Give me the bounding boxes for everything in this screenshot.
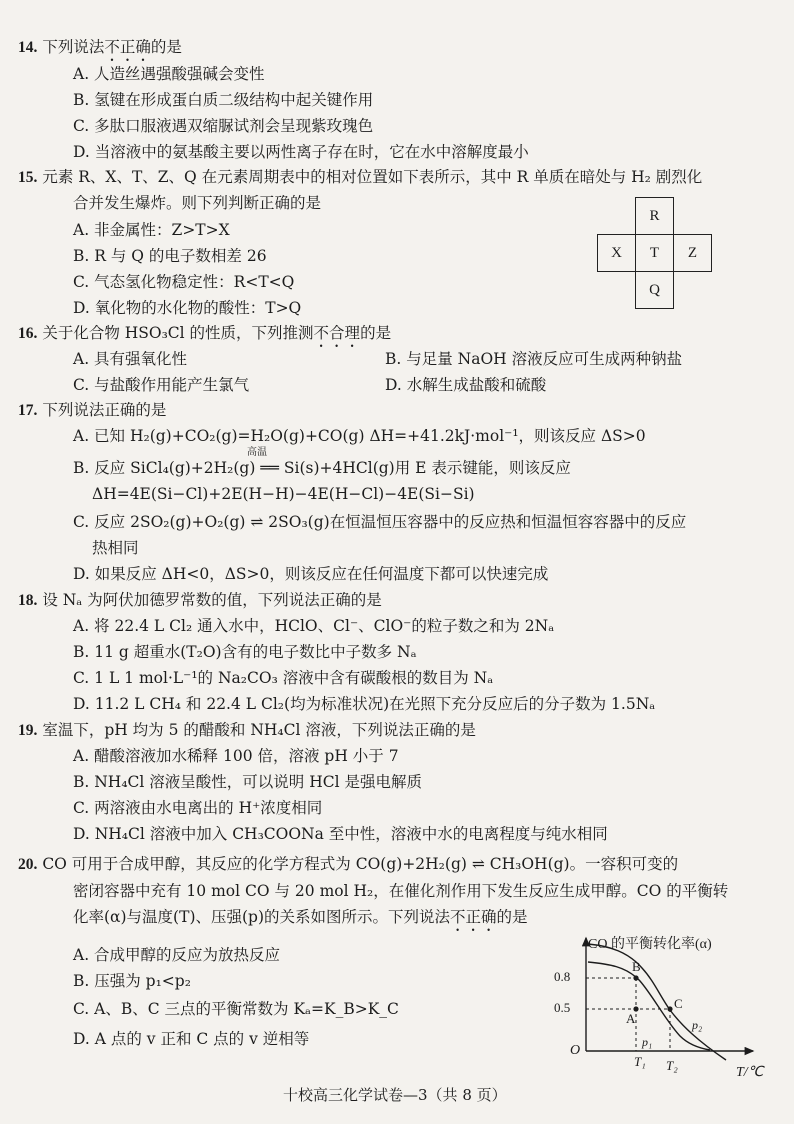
cell-r: R [636,198,674,235]
reaction-condition: 高温 [247,447,267,458]
cell-q: Q [636,272,674,309]
q18-option-b: B. 11 g 超重水(T₂O)含有的电子数比中子数多 Nₐ [73,643,417,661]
q20-option-d: D. A 点的 v 正和 C 点的 v 逆相等 [73,1030,310,1048]
q19-option-d: D. NH₄Cl 溶液中加入 CH₃COONa 至中性，溶液中水的电离程度与纯水相同 [73,825,608,843]
question-20-stem-cont: 密闭容器中充有 10 mol CO 与 20 mol H₂，在催化剂作用下发生反应生成甲醇。CO 的平衡转 [73,882,729,900]
q19-option-b: B. NH₄Cl 溶液呈酸性，可以说明 HCl 是强电解质 [73,773,422,791]
q18-option-c: C. 1 L 1 mol·L⁻¹的 Na₂CO₃ 溶液中含有碳酸根的数目为 Nₐ [73,669,494,687]
q20-option-c: C. A、B、C 三点的平衡常数为 Kₐ=K_B>K_C [73,1000,399,1018]
question-14-stem: 14. 下列说法不正确的是 [18,38,182,56]
q17-option-d: D. 如果反应 ΔH<0，ΔS>0，则该反应在任何温度下都可以快速完成 [73,565,549,583]
q18-option-a: A. 将 22.4 L Cl₂ 通入水中，HClO、Cl⁻、ClO⁻的粒子数之和为 2Nₐ [73,617,555,635]
question-16-stem: 16. 关于化合物 HSO₃Cl 的性质，下列推测不合理的是 [18,324,392,342]
question-17-stem: 17. 下列说法正确的是 [18,401,167,419]
q17-option-c-cont: 热相同 [92,539,139,557]
q17-option-b: B. 反应 SiCl₄(g)+2H₂(g) ══ Si(s)+4HCl(g)用 E 表示键能，则该反应 [73,459,571,477]
origin-label: O [570,1043,581,1058]
cell-t: T [636,235,674,272]
point-b [633,975,638,980]
q16-option-b: B. 与足量 NaOH 溶液反应可生成两种钠盐 [385,350,683,368]
q16-option-d: D. 水解生成盐酸和硫酸 [385,376,547,394]
curve-p2 [588,944,726,1060]
question-18-stem: 18. 设 Nₐ 为阿伏加德罗常数的值，下列说法正确的是 [18,591,382,609]
q15-option-c: C. 气态氢化物稳定性：R<T<Q [73,273,295,291]
cell-x: X [598,235,636,272]
q20-option-a: A. 合成甲醇的反应为放热反应 [73,946,281,964]
q17-option-b-cont: ΔH=4E(Si−Cl)+2E(H−H)−4E(H−Cl)−4E(Si−Si) [92,485,475,503]
question-15-stem: 15. 元素 R、X、T、Z、Q 在元素周期表中的相对位置如下表所示，其中 R 单质在暗处与 H₂ 剧烈化 [18,168,703,186]
q14-option-b: B. 氢键在形成蛋白质二级结构中起关键作用 [73,91,374,109]
label-a: A [626,1011,636,1026]
y-axis-label: CO 的平衡转化率(α) [588,937,712,952]
q14-option-d: D. 当溶液中的氨基酸主要以两性离子存在时，它在水中溶解度最小 [73,143,529,161]
ytick-0-8: 0.8 [554,969,571,984]
question-20-stem-cont2: 化率(α)与温度(T)、压强(p)的关系如图所示。下列说法不正确的是 [73,908,528,926]
xtick-t1: T₁ [634,1054,646,1069]
conversion-graph [548,926,768,1084]
q17-option-c: C. 反应 2SO₂(g)+O₂(g) ⇌ 2SO₃(g)在恒温恒压容器中的反应热和恒温恒容容器中的反应 [73,513,687,531]
q17-option-a: A. 已知 H₂(g)+CO₂(g)=H₂O(g)+CO(g) ΔH=+41.2kJ·mol⁻¹，则该反应 ΔS>0 [73,427,646,445]
periodic-position-table [597,197,712,309]
q14-option-c: C. 多肽口服液遇双缩脲试剂会呈现紫玫瑰色 [73,117,374,135]
question-19-stem: 19. 室温下，pH 均为 5 的醋酸和 NH₄Cl 溶液，下列说法正确的是 [18,721,476,739]
ytick-0-5: 0.5 [554,1000,571,1015]
q16-option-c: C. 与盐酸作用能产生氯气 [73,376,250,394]
q19-option-a: A. 醋酸溶液加水稀释 100 倍，溶液 pH 小于 7 [73,747,399,765]
q18-option-d: D. 11.2 L CH₄ 和 22.4 L Cl₂(均为标准状况)在光照下充分反应后的分子数为 1.5Nₐ [73,695,656,713]
page-footer: 十校高三化学试卷—3（共 8 页） [283,1086,507,1104]
q15-option-b: B. R 与 Q 的电子数相差 26 [73,247,267,265]
point-c [667,1006,672,1011]
question-15-stem-cont: 合并发生爆炸。则下列判断正确的是 [73,194,322,212]
q20-option-b: B. 压强为 p₁<p₂ [73,972,191,990]
label-b: B [632,959,641,974]
q16-option-a: A. 具有强氧化性 [73,350,188,368]
cell-z: Z [674,235,712,272]
x-axis-label: T/℃ [736,1065,764,1080]
q14-option-a: A. 人造丝遇强酸强碱会变性 [73,65,265,83]
label-p1: p₁ [642,1035,653,1049]
xtick-t2: T₂ [666,1058,678,1073]
label-c: C [674,996,683,1011]
label-p2: p₂ [692,1018,703,1032]
q19-option-c: C. 两溶液由水电离出的 H⁺浓度相同 [73,799,323,817]
q15-option-d: D. 氧化物的水化物的酸性：T>Q [73,299,302,317]
question-20-stem: 20. CO 可用于合成甲醇，其反应的化学方程式为 CO(g)+2H₂(g) ⇌ CH₃OH(g)。一容积可变的 [18,855,679,873]
q15-option-a: A. 非金属性：Z>T>X [73,221,230,239]
